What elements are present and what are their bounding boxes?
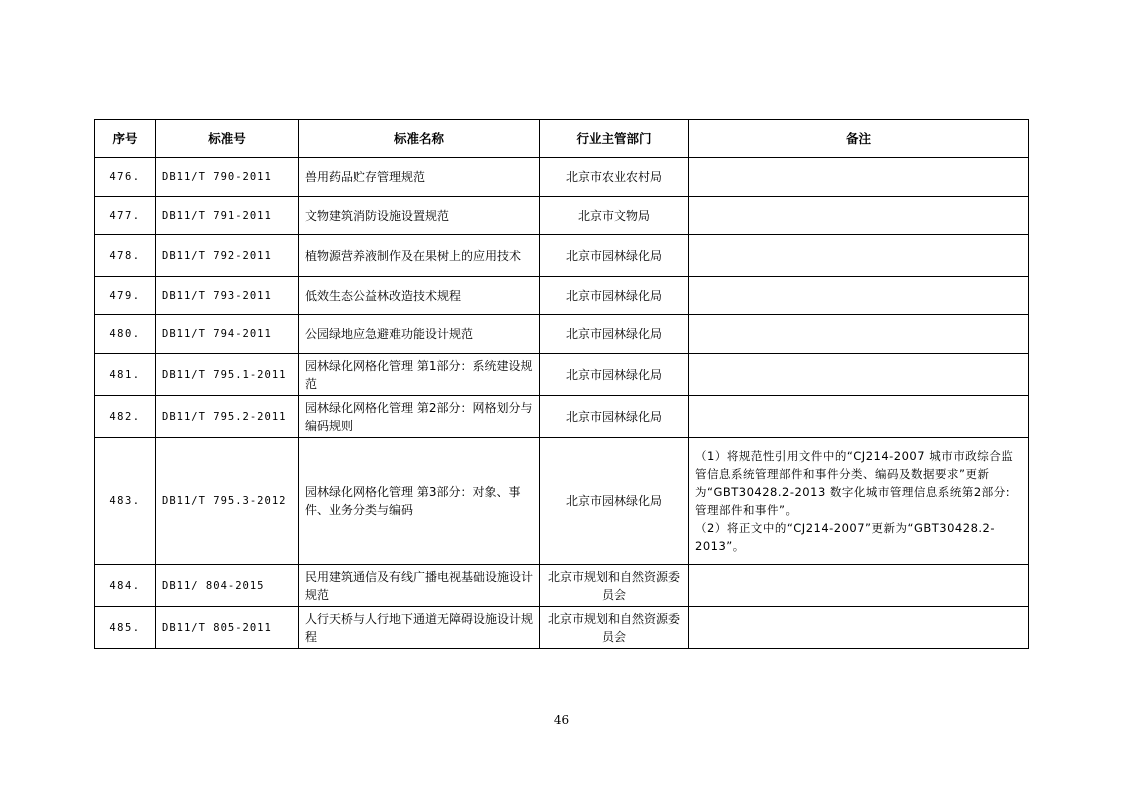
- row-code: DB11/ 804-2015: [156, 565, 299, 607]
- row-dept: 北京市园林绿化局: [540, 396, 689, 438]
- row-code: DB11/T 790-2011: [156, 158, 299, 197]
- row-dept: 北京市园林绿化局: [540, 354, 689, 396]
- row-name: 园林绿化网格化管理 第1部分：系统建设规范: [299, 354, 540, 396]
- row-name: 园林绿化网格化管理 第2部分：网格划分与编码规则: [299, 396, 540, 438]
- row-code: DB11/T 791-2011: [156, 197, 299, 235]
- row-note: [689, 235, 1029, 277]
- row-seq: 485.: [95, 607, 156, 649]
- header-code: 标准号: [156, 120, 299, 158]
- row-note: [689, 565, 1029, 607]
- row-name: 植物源营养液制作及在果树上的应用技术: [299, 235, 540, 277]
- row-name: 公园绿地应急避难功能设计规范: [299, 315, 540, 354]
- row-note: [689, 277, 1029, 315]
- table-row: [95, 438, 1029, 565]
- row-dept: 北京市园林绿化局: [540, 277, 689, 315]
- row-code: DB11/T 794-2011: [156, 315, 299, 354]
- row-seq: 480.: [95, 315, 156, 354]
- table-header-row: [95, 120, 1029, 158]
- row-note: [689, 607, 1029, 649]
- row-note: [689, 197, 1029, 235]
- header-dept: 行业主管部门: [540, 120, 689, 158]
- row-dept: 北京市规划和自然资源委员会: [540, 565, 689, 607]
- row-seq: 483.: [95, 438, 156, 565]
- table-row: [95, 607, 1029, 649]
- row-note: [689, 158, 1029, 197]
- row-code: DB11/T 792-2011: [156, 235, 299, 277]
- row-dept: 北京市农业农村局: [540, 158, 689, 197]
- row-dept: 北京市园林绿化局: [540, 438, 689, 565]
- table-row: [95, 277, 1029, 315]
- row-dept: 北京市文物局: [540, 197, 689, 235]
- row-name: 民用建筑通信及有线广播电视基础设施设计规范: [299, 565, 540, 607]
- row-code: DB11/T 795.2-2011: [156, 396, 299, 438]
- row-note: [689, 438, 1029, 565]
- row-seq: 479.: [95, 277, 156, 315]
- row-dept: 北京市园林绿化局: [540, 235, 689, 277]
- row-name: 文物建筑消防设施设置规范: [299, 197, 540, 235]
- header-name: 标准名称: [299, 120, 540, 158]
- row-code: DB11/T 795.3-2012: [156, 438, 299, 565]
- table-row: [95, 354, 1029, 396]
- row-seq: 481.: [95, 354, 156, 396]
- row-seq: 476.: [95, 158, 156, 197]
- table-row: [95, 565, 1029, 607]
- row-name: 低效生态公益林改造技术规程: [299, 277, 540, 315]
- row-note: [689, 396, 1029, 438]
- row-seq: 482.: [95, 396, 156, 438]
- row-name: 人行天桥与人行地下通道无障碍设施设计规程: [299, 607, 540, 649]
- row-dept: 北京市规划和自然资源委员会: [540, 607, 689, 649]
- standards-table: [94, 119, 1029, 649]
- row-dept: 北京市园林绿化局: [540, 315, 689, 354]
- page-number: 46: [553, 713, 570, 727]
- table-row: [95, 315, 1029, 354]
- note-line: （2）将正文中的“CJ214-2007”更新为“GBT30428.2-2013”。: [695, 521, 996, 553]
- row-seq: 478.: [95, 235, 156, 277]
- row-seq: 484.: [95, 565, 156, 607]
- row-seq: 477.: [95, 197, 156, 235]
- table-row: [95, 396, 1029, 438]
- note-line: （1）将规范性引用文件中的“CJ214-2007 城市市政综合监管信息系统管理部件和事件分类、编码及数据要求”更新为“GBT30428.2-2013 数字化城市管理信息系统第2部分:管理部件和事件”。: [695, 449, 1014, 517]
- row-code: DB11/T 793-2011: [156, 277, 299, 315]
- row-code: DB11/T 805-2011: [156, 607, 299, 649]
- row-note: [689, 315, 1029, 354]
- table-row: [95, 197, 1029, 235]
- row-code: DB11/T 795.1-2011: [156, 354, 299, 396]
- row-name: 兽用药品贮存管理规范: [299, 158, 540, 197]
- table-row: [95, 235, 1029, 277]
- row-note: [689, 354, 1029, 396]
- table-row: [95, 158, 1029, 197]
- row-name: 园林绿化网格化管理 第3部分：对象、事件、业务分类与编码: [299, 438, 540, 565]
- header-seq: 序号: [95, 120, 156, 158]
- header-note: 备注: [689, 120, 1029, 158]
